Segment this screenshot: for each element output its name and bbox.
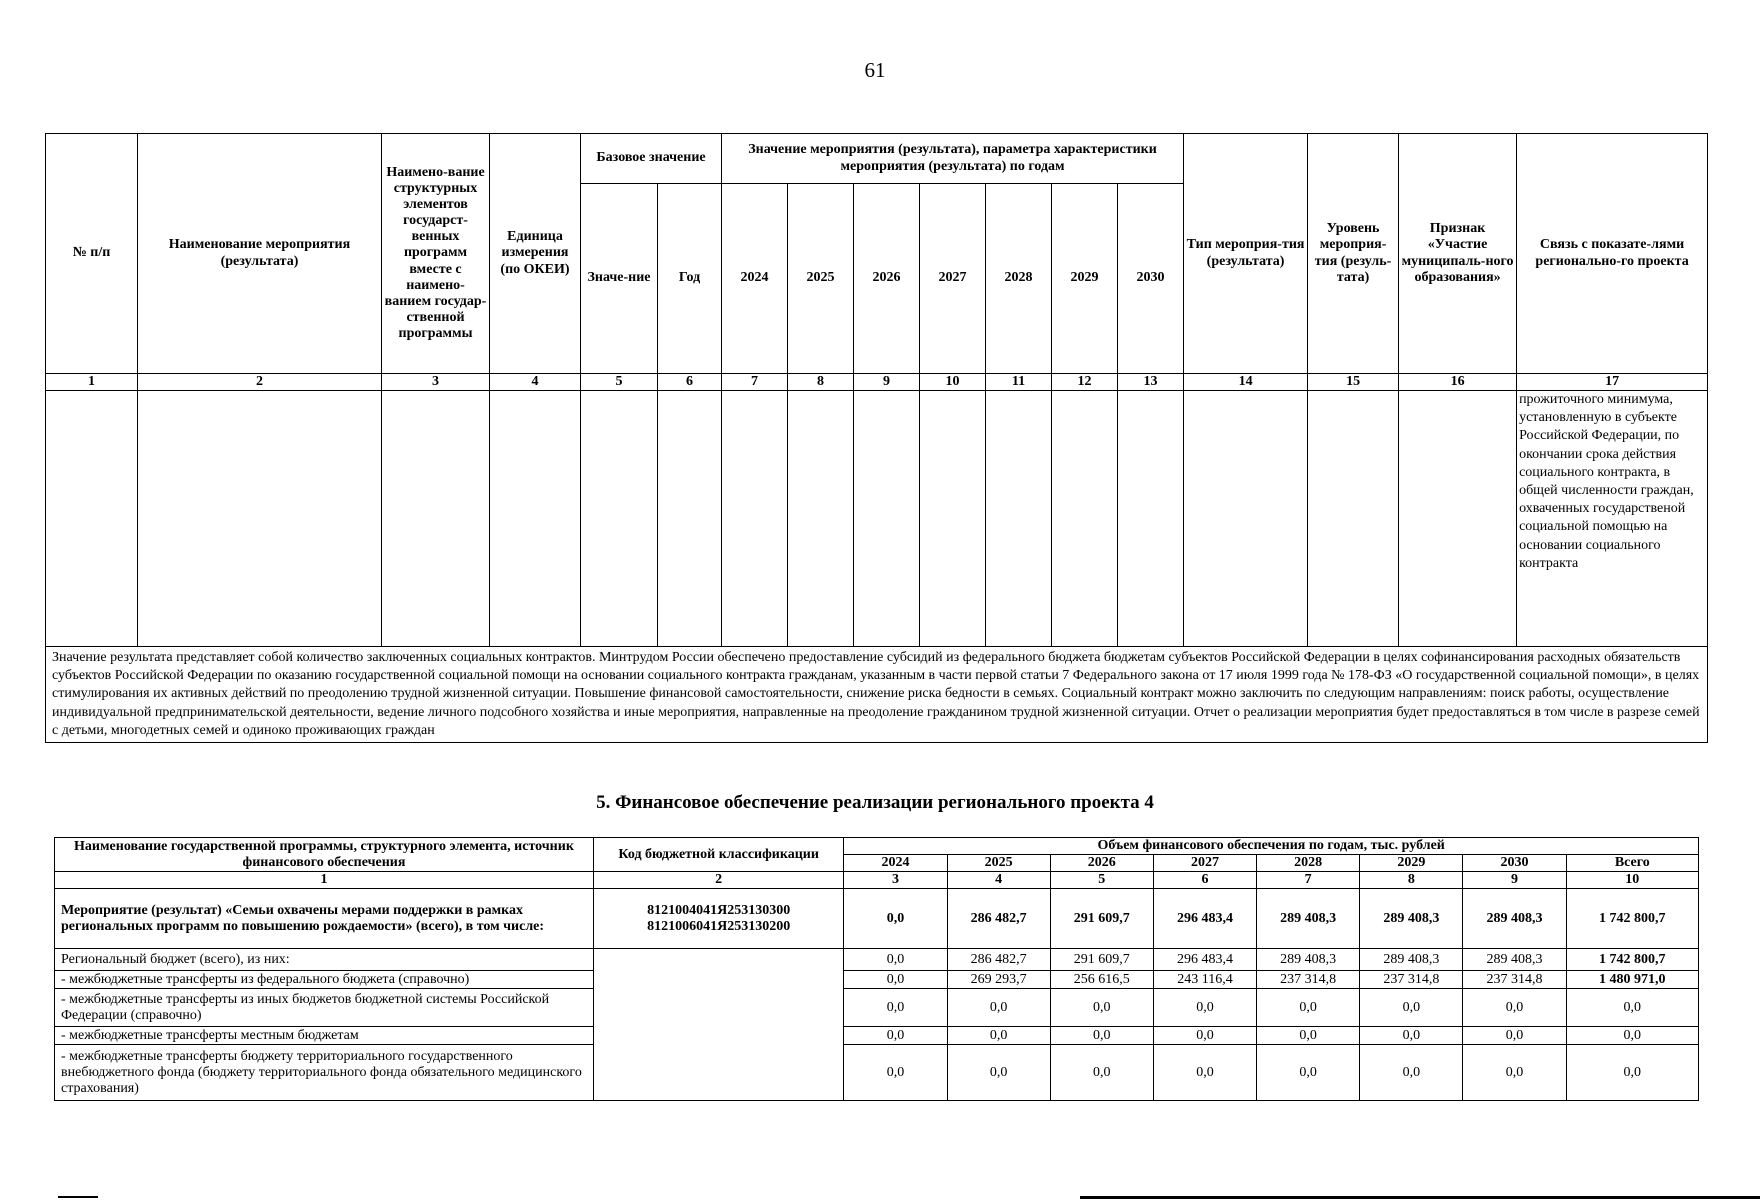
column-number: 2 (593, 872, 843, 889)
value-cell: 296 483,4 (1153, 889, 1256, 949)
value-cell: 0,0 (1566, 1045, 1698, 1101)
value-cell: 0,0 (1153, 1045, 1256, 1101)
column-number: 3 (844, 872, 947, 889)
finance-header-year: 2026 (1050, 855, 1153, 872)
header-level: Уровень мероприя-тия (резуль-тата) (1308, 134, 1399, 374)
column-number: 4 (947, 872, 1050, 889)
value-cell: 0,0 (947, 989, 1050, 1027)
column-number: 7 (722, 374, 788, 391)
header-year: 2028 (986, 184, 1052, 374)
table-row (55, 989, 1699, 1027)
value-cell: 289 408,3 (1257, 889, 1360, 949)
column-number: 4 (490, 374, 581, 391)
header-name: Наименование мероприятия (результата) (138, 134, 382, 374)
section-title: 5. Финансовое обеспечение реализации регионального проекта 4 (596, 792, 1154, 813)
budget-code: 8121004041Я253130300 (647, 902, 791, 918)
value-cell: 0,0 (947, 1027, 1050, 1045)
header-year: 2024 (722, 184, 788, 374)
column-number: 17 (1517, 374, 1708, 391)
value-cell: 0,0 (1463, 1045, 1566, 1101)
value-cell: 0,0 (1463, 1027, 1566, 1045)
row-label: Региональный бюджет (всего), из них: (55, 949, 594, 971)
value-cell: 0,0 (844, 1027, 947, 1045)
finance-header-volume: Объем финансового обеспечения по годам, тыс. рублей (844, 838, 1699, 855)
value-cell: 237 314,8 (1257, 971, 1360, 989)
column-numbers-row (46, 374, 1708, 391)
row-label: - межбюджетные трансферты из иных бюджетов бюджетной системы Российской Федерации (справочно) (55, 989, 594, 1027)
row-label: - межбюджетные трансферты местным бюджетам (55, 1027, 594, 1045)
finance-header-year: 2028 (1257, 855, 1360, 872)
column-number: 10 (1566, 872, 1698, 889)
finance-header-year: 2030 (1463, 855, 1566, 872)
header-type: Тип мероприя-тия (результата) (1184, 134, 1308, 374)
column-number: 6 (1153, 872, 1256, 889)
header-year: 2026 (854, 184, 920, 374)
value-cell: 0,0 (844, 949, 947, 971)
header-year: 2027 (920, 184, 986, 374)
header-year: 2025 (788, 184, 854, 374)
value-cell: 0,0 (1463, 989, 1566, 1027)
header-link: Связь с показате-лями регионально-го проекта (1517, 134, 1708, 374)
value-cell: 1 480 971,0 (1566, 971, 1698, 989)
value-cell: 0,0 (1566, 1027, 1698, 1045)
value-cell: 0,0 (1257, 1027, 1360, 1045)
header-num: № п/п (46, 134, 138, 374)
table-row (55, 949, 1699, 971)
note-row (46, 647, 1708, 743)
finance-header-year: 2029 (1360, 855, 1463, 872)
table-row (55, 971, 1699, 989)
header-municipal: Признак «Участие муниципаль-ного образования» (1399, 134, 1517, 374)
header-year: 2030 (1118, 184, 1184, 374)
value-cell: 1 742 800,7 (1566, 889, 1698, 949)
finance-table (54, 837, 1699, 1101)
column-number: 13 (1118, 374, 1184, 391)
main-row (55, 889, 1699, 949)
value-cell: 1 742 800,7 (1566, 949, 1698, 971)
column-number: 9 (854, 374, 920, 391)
finance-header-name: Наименование государственной программы, структурного элемента, источник финансового обеспечения (55, 838, 594, 872)
value-cell: 0,0 (1153, 989, 1256, 1027)
value-cell: 286 482,7 (947, 889, 1050, 949)
value-cell: 269 293,7 (947, 971, 1050, 989)
header-base-value: Значе-ние (581, 184, 658, 374)
table-row (55, 1027, 1699, 1045)
link-cell: прожиточного минимума, установленную в субъекте Российской Федерации, по окончании срока действия социального контракта, в общей численности граждан, охваченных государственой социальной помощью на основании социального контракта (1517, 391, 1708, 647)
column-number: 8 (788, 374, 854, 391)
value-cell: 237 314,8 (1463, 971, 1566, 989)
finance-header-year: 2027 (1153, 855, 1256, 872)
finance-header-code: Код бюджетной классификации (593, 838, 843, 872)
value-cell: 0,0 (947, 1045, 1050, 1101)
column-number: 10 (920, 374, 986, 391)
result-note: Значение результата представляет собой количество заключенных социальных контрактов. Минтрудом России обеспечено предоставление субсидий из федерального бюджета бюджетам субъектов Российской Федерации в целях софинансирования расходных обязательств субъектов Российской Федерации по оказанию государственной социальной помощи на основании социального контракта гражданам, указанным в части первой статьи 7 Федерального закона от 17 июля 1999 года № 178-ФЗ «О государственной социальной помощи», в целях стимулирования их активных действий по преодолению трудной жизненной ситуации. Повышение финансовой самостоятельности, снижение риска бедности в семьях. Социальный контракт можно заключить по следующим направлениям: поиск работы, осуществление индивидуальной предпринимательской деятельности, ведение личного подсобного хозяйства и иные мероприятия, направленные на преодоление гражданином трудной жизненной ситуации. Отчет о реализации мероприятия будет предоставляться в том числе в разрезе семей с детьми, многодетных семей и одиноко проживающих граждан (46, 647, 1708, 743)
column-number: 5 (1050, 872, 1153, 889)
value-cell: 291 609,7 (1050, 889, 1153, 949)
header-year: 2029 (1052, 184, 1118, 374)
header-years-group: Значение мероприятия (результата), параметра характеристики мероприятия (результата) по годам (722, 134, 1184, 184)
header-base-group: Базовое значение (581, 134, 722, 184)
column-number: 7 (1257, 872, 1360, 889)
main-row-label: Мероприятие (результат) «Семьи охвачены мерами поддержки в рамках региональных программ по повышению рождаемости» (всего), в том числе: (55, 889, 594, 949)
finance-column-numbers (55, 872, 1699, 889)
value-cell: 289 408,3 (1463, 949, 1566, 971)
column-number: 1 (46, 374, 138, 391)
value-cell: 0,0 (1050, 1027, 1153, 1045)
value-cell: 0,0 (1360, 989, 1463, 1027)
header-structural: Наимено-вание структурных элементов государст-венных программ вместе с наимено-ванием государ-ственной программы (382, 134, 490, 374)
header-base-year: Год (658, 184, 722, 374)
empty-code-cell (593, 949, 843, 1101)
value-cell: 0,0 (1360, 1027, 1463, 1045)
row-label: - межбюджетные трансферты из федерального бюджета (справочно) (55, 971, 594, 989)
value-cell: 289 408,3 (1360, 949, 1463, 971)
row-label: - межбюджетные трансферты бюджету территориального государственного внебюджетного фонда (бюджету территориального фонда обязательного медицинского страхования) (55, 1045, 594, 1101)
value-cell: 291 609,7 (1050, 949, 1153, 971)
value-cell: 289 408,3 (1360, 889, 1463, 949)
value-cell: 289 408,3 (1463, 889, 1566, 949)
column-number: 16 (1399, 374, 1517, 391)
value-cell: 0,0 (1050, 1045, 1153, 1101)
value-cell: 0,0 (1257, 989, 1360, 1027)
column-number: 11 (986, 374, 1052, 391)
value-cell: 0,0 (844, 1045, 947, 1101)
value-cell: 289 408,3 (1257, 949, 1360, 971)
column-number: 15 (1308, 374, 1399, 391)
scan-edge-mark (58, 1196, 98, 1198)
column-number: 9 (1463, 872, 1566, 889)
budget-code: 8121006041Я253130200 (647, 918, 791, 934)
scan-edge-line (1080, 1196, 1760, 1199)
column-number: 14 (1184, 374, 1308, 391)
value-cell: 296 483,4 (1153, 949, 1256, 971)
header-unit: Единица измерения (по ОКЕИ) (490, 134, 581, 374)
value-cell: 243 116,4 (1153, 971, 1256, 989)
results-table (45, 133, 1708, 743)
table-row (46, 391, 1708, 647)
value-cell: 0,0 (1566, 989, 1698, 1027)
finance-header-year: 2025 (947, 855, 1050, 872)
column-number: 1 (55, 872, 594, 889)
page-number: 61 (864, 58, 886, 82)
value-cell: 0,0 (1257, 1045, 1360, 1101)
column-number: 5 (581, 374, 658, 391)
budget-codes (593, 889, 843, 949)
value-cell: 0,0 (844, 989, 947, 1027)
value-cell: 0,0 (1360, 1045, 1463, 1101)
value-cell: 286 482,7 (947, 949, 1050, 971)
column-number: 8 (1360, 872, 1463, 889)
table-row (55, 1045, 1699, 1101)
column-number: 12 (1052, 374, 1118, 391)
value-cell: 0,0 (844, 889, 947, 949)
finance-header-total: Всего (1566, 855, 1698, 872)
value-cell: 0,0 (1153, 1027, 1256, 1045)
column-number: 6 (658, 374, 722, 391)
value-cell: 237 314,8 (1360, 971, 1463, 989)
value-cell: 256 616,5 (1050, 971, 1153, 989)
column-number: 3 (382, 374, 490, 391)
value-cell: 0,0 (1050, 989, 1153, 1027)
finance-header-year: 2024 (844, 855, 947, 872)
value-cell: 0,0 (844, 971, 947, 989)
column-number: 2 (138, 374, 382, 391)
